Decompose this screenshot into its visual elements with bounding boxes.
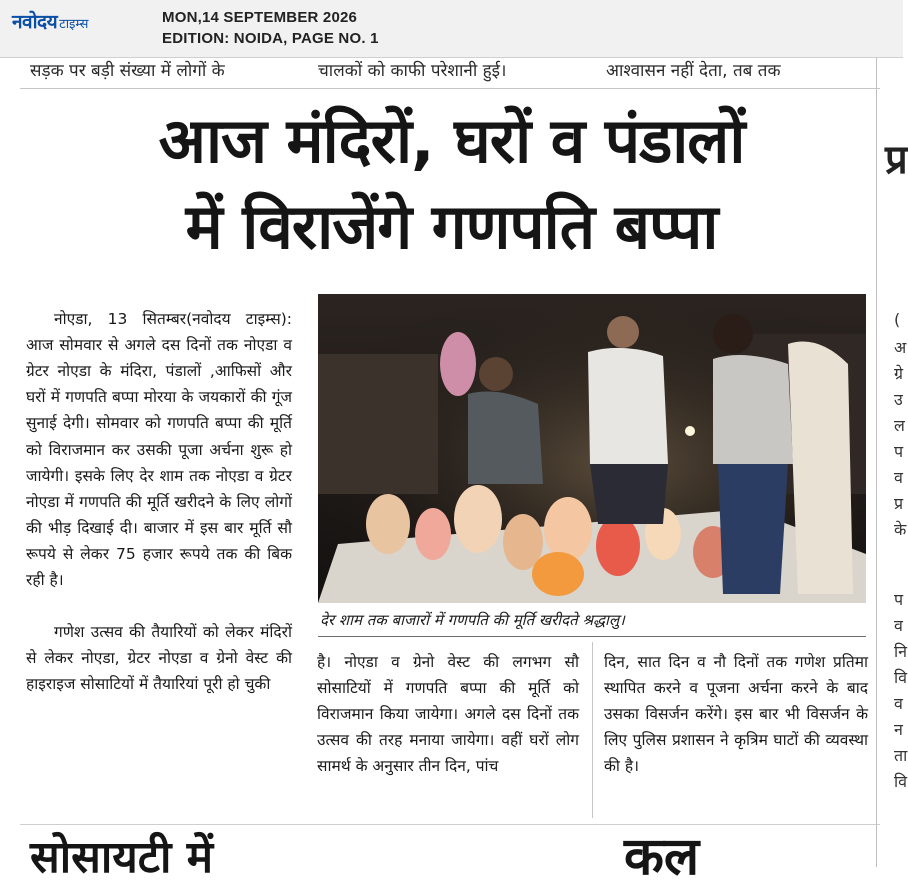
logo-sub-text: टाइम्स bbox=[59, 17, 89, 32]
adjacent-headline-fragment: प्र bbox=[885, 137, 908, 183]
adjacent-text-fragment: वि bbox=[894, 668, 908, 687]
adjacent-text-fragment: ( bbox=[894, 310, 901, 329]
adjacent-text-fragment: व bbox=[894, 694, 903, 713]
cropped-text-top-middle: चालकों को काफी परेशानी हुई। bbox=[318, 61, 507, 81]
adjacent-text-fragment: उ bbox=[894, 390, 903, 409]
adjacent-text-fragment: नि bbox=[894, 642, 908, 661]
edition-page-info: EDITION: NOIDA, PAGE NO. 1 bbox=[162, 30, 379, 47]
article-photo[interactable] bbox=[318, 294, 866, 603]
column-separator bbox=[592, 642, 593, 818]
adjacent-text-fragment: व bbox=[894, 616, 903, 635]
article-column-right: दिन, सात दिन व नौ दिनों तक गणेश प्रतिमा स्थापित करने व पूजना अर्चना करने के बाद उसका विसर्जन करेंगे। इस बार भी विसर्जन के लिए पुलिस प्रशासन ने कृत्रिम घाटों की व्यवस्था की है। bbox=[604, 653, 868, 776]
headline-line-1: आज मंदिरों, घरों व पंडालों bbox=[158, 104, 745, 177]
top-divider bbox=[20, 88, 880, 89]
cropped-headline-bottom-right: कल bbox=[624, 827, 700, 887]
cropped-text-top-right: आश्वासन नहीं देता, तब तक bbox=[606, 61, 781, 81]
cropped-headline-bottom-left: सोसायटी में bbox=[30, 832, 214, 883]
adjacent-text-fragment: ल bbox=[894, 416, 905, 435]
adjacent-text-fragment: अ bbox=[894, 338, 907, 357]
photo-illustration bbox=[318, 294, 866, 603]
adjacent-text-fragment: वि bbox=[894, 772, 908, 791]
edition-date: MON,14 SEPTEMBER 2026 bbox=[162, 9, 358, 26]
adjacent-text-fragment: व bbox=[894, 468, 903, 487]
bottom-divider bbox=[20, 824, 880, 825]
article-headline bbox=[0, 98, 903, 270]
newspaper-logo[interactable] bbox=[12, 8, 88, 34]
edition-header-bar bbox=[0, 0, 903, 58]
article-column-left bbox=[26, 280, 292, 810]
adjacent-text-fragment: न bbox=[894, 720, 903, 739]
photo-caption: देर शाम तक बाजारों में गणपति की मूर्ति खरीदते श्रद्धालु। bbox=[320, 611, 625, 629]
caption-rule bbox=[318, 636, 866, 637]
adjacent-text-fragment: ग्रे bbox=[894, 364, 904, 383]
article-paragraph-1: नोएडा, 13 सितम्बर(नवोदय टाइम्स): आज सोमवार से अगले दस दिनों तक नोएडा व ग्रेटर नोएडा के मंदिरा, पंडालों ,आफिसों और घरों में गणपति बप्पा मोरया के जयकारों की गूंज सुनाई देगी। सोमवार को गणपति बप्पा की मूर्ति को विराजमान कर उसकी पूजा अर्चना शुरू हो जायेगी। इसके लिए देर शाम तक नोएडा व ग्रेटर नोएडा में गणपति की मूर्ति खरीदने के लिए लोगों की भीड़ दिखाई दी। बाजार में इस बार मूर्ति सौ रूपये से लेकर 75 हजार रूपये तक की बिक रही है। bbox=[26, 310, 292, 590]
newspaper-page bbox=[0, 58, 908, 887]
headline-line-2: में विराजेंगे गणपति बप्पा bbox=[185, 190, 718, 263]
adjacent-text-fragment: प bbox=[894, 442, 904, 461]
adjacent-text-fragment: के bbox=[894, 520, 907, 539]
article-paragraph-2: गणेश उत्सव की तैयारियों को लेकर मंदिरों से लेकर नोएडा, ग्रेटर नोएडा व ग्रेनो वेस्ट की हाइराइज सोसाटियों में तैयारियां पूरी हो चुकी bbox=[26, 623, 292, 694]
logo-main-text: नवोदय bbox=[12, 11, 58, 33]
adjacent-article-edge bbox=[876, 58, 908, 867]
adjacent-text-fragment: प bbox=[894, 590, 904, 609]
adjacent-text-fragment: ता bbox=[894, 746, 908, 765]
adjacent-text-fragment: प्र bbox=[894, 494, 904, 513]
cropped-text-top-left: सड़क पर बड़ी संख्या में लोगों के bbox=[30, 61, 225, 81]
article-column-middle: है। नोएडा व ग्रेनो वेस्ट की लगभग सौ सोसाटियों में गणपति बप्पा की मूर्ति को विराजमान किया जायेगा। अगले दस दिनों तक उत्सव की तरह मनाया जायेगा। वहीं घरों लोग सामर्थ के अनुसार तीन दिन, पांच bbox=[317, 653, 579, 776]
